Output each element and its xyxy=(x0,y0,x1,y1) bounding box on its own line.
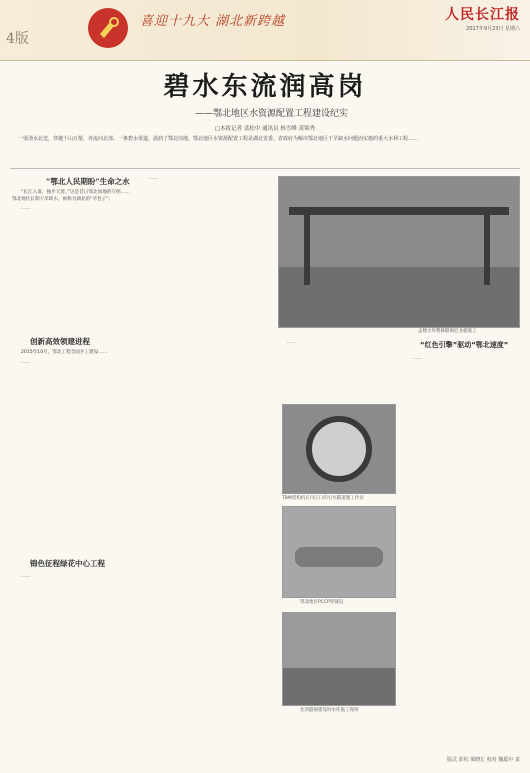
construction-photo xyxy=(278,176,520,328)
article-lead: 一渠清水北送，穿越千山万壑，奔流向北部。一条碧水渠道，滋润了鄂北岗地。鄂北地区水资源配置工程是湖北省委、省政府为解决鄂北地区干旱缺水问题而实施的重大水利工程…… xyxy=(18,136,419,142)
text-column-2: 2015年10月，鄂北工程全面开工建设…… …… xyxy=(21,350,108,365)
paper-date: 2017年9月23日 星期六 xyxy=(466,26,520,32)
photo-caption-3: 鄂北地区PCCP管铺设 xyxy=(300,600,344,605)
tbm-photo xyxy=(282,404,396,494)
section-title-3: 锦色征程绿花中心工程 xyxy=(30,559,105,568)
text-column-1: “长江入谁，独步天涯。”这是昔日鄂北岗地的写照……鄂北地区长期干旱缺水，被称为湖北的“旱包子”。 …… xyxy=(12,190,130,212)
article-subtitle: ——鄂北地区水资源配置工程建设纪实 xyxy=(195,109,349,119)
divider xyxy=(10,168,520,169)
article-title: 碧水东流润高岗 xyxy=(163,72,367,102)
photo-caption-1: 孟楼水库整修隧洞尼龙板施工 xyxy=(418,329,477,334)
text-column-right-1: …… xyxy=(287,340,297,345)
reservoir-photo xyxy=(282,612,396,706)
section-title-4: “红色引擎”驱动“鄂北速度” xyxy=(420,341,509,349)
text-column-right-2: …… xyxy=(413,356,423,361)
section-title-2: 创新高效领建进程 xyxy=(30,337,90,346)
slogan-text: 喜迎十九大 湖北新跨越 xyxy=(140,14,286,29)
pccp-photo xyxy=(282,506,396,598)
paper-name: 人民长江报 xyxy=(445,7,520,23)
photo-caption-4: 北湾隧洞建设时水库施工现场 xyxy=(300,708,359,713)
party-emblem-icon xyxy=(88,8,128,48)
text-column-middle: …… xyxy=(149,176,159,181)
article-byline: □本报记者 裴松中 通讯员 杨雪峰 黄锦秀 xyxy=(214,126,316,132)
page-credit: 版式 彭松 梁晓汇 校对 魏聪中 责 xyxy=(447,757,520,763)
masthead xyxy=(445,4,520,32)
page-number: 4版 xyxy=(6,31,29,47)
text-column-3: …… xyxy=(21,574,31,579)
photo-caption-2: TBM盾构机在丹江口的引水隧道施工作业 xyxy=(282,496,364,501)
section-title-1: “鄂北人民期盼”生命之水 xyxy=(46,177,130,186)
page-banner xyxy=(0,0,530,61)
